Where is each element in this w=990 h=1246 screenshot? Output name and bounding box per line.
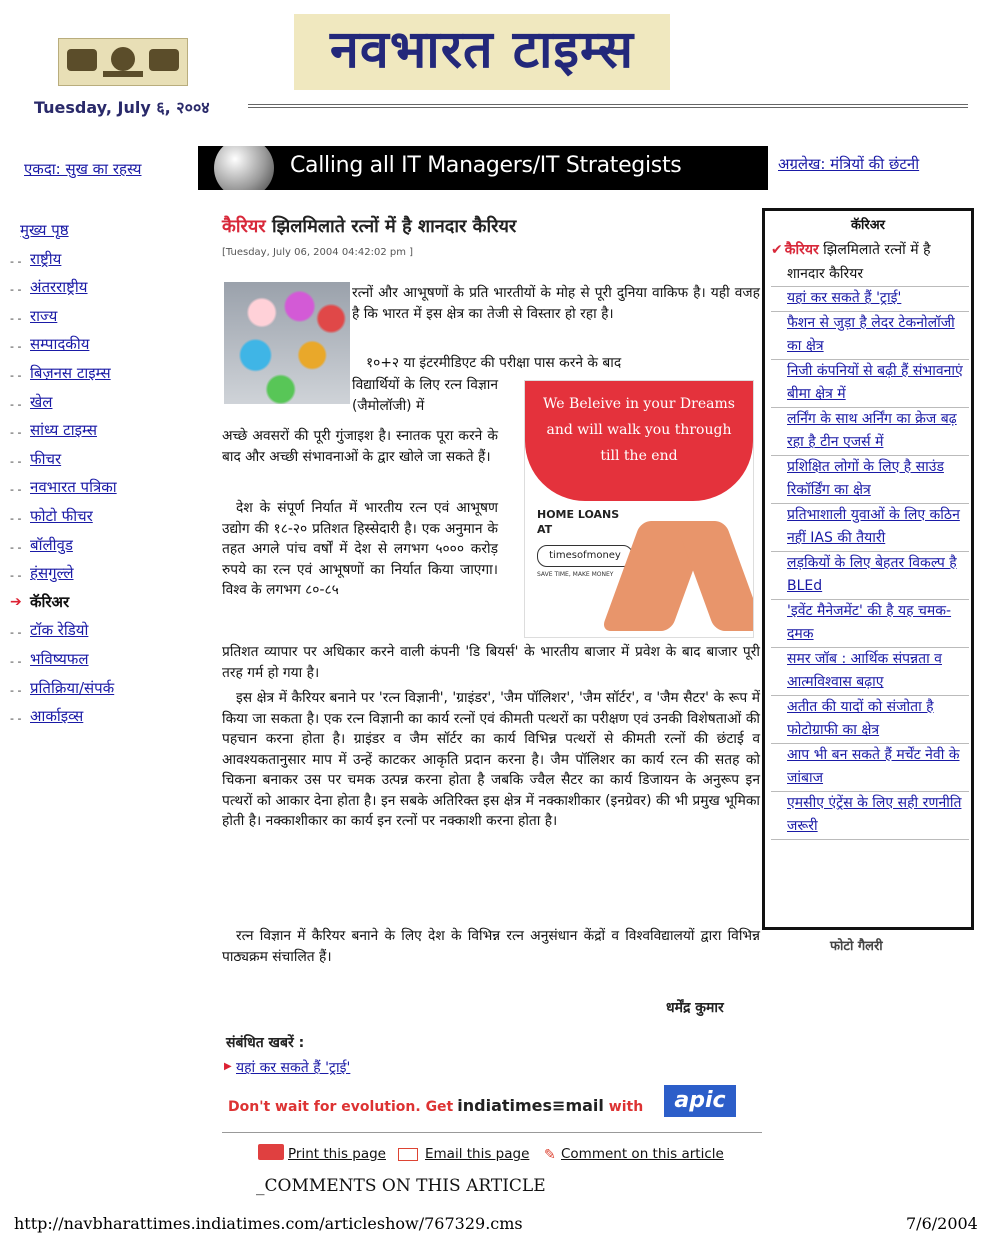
apic-logo[interactable]: apic (664, 1085, 736, 1117)
nav-item-label: फीचर (30, 449, 62, 468)
panel-item-link[interactable]: अतीत की यादों को संजोता है फोटोग्राफी का क्षेत्र (771, 696, 969, 744)
panel-item-link[interactable]: समर जॉब : आर्थिक संपन्नता व आत्मविश्वास बढ़ाए (771, 648, 969, 696)
nav-item[interactable] (10, 304, 190, 333)
nav-item[interactable] (10, 618, 190, 647)
mail-promo[interactable] (228, 1096, 643, 1115)
bullet-icon: - - (10, 340, 22, 354)
masthead-title: नवभारत टाइम्स (329, 20, 635, 80)
nav-item-label: नवभारत पत्रिका (30, 478, 117, 497)
email-page-link[interactable]: Email this page (425, 1146, 530, 1162)
bullet-icon: - - (10, 426, 22, 440)
ekda-link[interactable]: एकदा: सुख का रहस्य (24, 160, 142, 178)
nav-item-label: सम्पादकीय (30, 335, 90, 354)
bullet-icon: - - (10, 283, 22, 297)
nav-item[interactable] (10, 504, 190, 533)
paragraph-8: रत्न विज्ञान में कैरियर बनाने के लिए देश के विभिन्न रत्न अनुसंधान केंद्रों व विश्वविद्यालयों द्वारा विभिन्न पाठ्यक्रम संचालित हैं। (222, 928, 760, 965)
bullet-icon: - - (10, 654, 22, 668)
paragraph-3: विद्यार्थियों के लिए रत्न विज्ञान (जैमोलॉजी) में (352, 377, 498, 414)
ad-line-3: till the end (600, 448, 678, 464)
gems-photo (224, 282, 350, 404)
nav-item[interactable] (10, 647, 190, 676)
paragraph-5: देश के संपूर्ण निर्यात में भारतीय रत्न एवं आभूषण उद्योग की १८-२० प्रतिशत हिस्सेदारी है। एक अनुमान के तहत अगले पांच वर्षों में देश से लगभग ५००० करोड़ रुपये का रत्न एवं आभूषणों का निर्यात किया जाएगा। विश्व के लगभग ८०-८५ (222, 500, 498, 598)
ad-tagline: SAVE TIME, MAKE MONEY (537, 571, 614, 578)
print-page-link[interactable]: Print this page (288, 1146, 386, 1162)
nav-item-label: अंतरराष्ट्रीय (30, 278, 88, 297)
panel-item-link[interactable]: 'इवेंट मैनेजमेंट' की है यह चमक-दमक (771, 600, 969, 648)
article-category[interactable]: कैरियर (222, 216, 266, 237)
home-loans-ad[interactable] (524, 380, 754, 638)
pen-icon[interactable]: ✎ (544, 1147, 556, 1163)
bullet-icon: - - (10, 454, 22, 468)
bullet-icon: - - (10, 683, 22, 697)
comments-heading-text: COMMENTS ON THIS ARTICLE (264, 1176, 546, 1196)
paragraph-2: १०+२ या इंटरमीडिएट की परीक्षा पास करने के बाद (366, 355, 622, 371)
author-name: धर्मेंद्र कुमार (666, 1000, 724, 1016)
bullet-icon: - - (10, 540, 22, 554)
article-title: झिलमिलाते रत्नों में है शानदार कैरियर (271, 216, 517, 237)
paragraph-4: अच्छे अवसरों की पूरी गुंजाइश है। स्नातक पूरा करने के बाद और अच्छी संभावनाओं के द्वार खोले जा सकते हैं। (222, 428, 498, 465)
banner-text: Calling all IT Managers/IT Strategists (290, 153, 682, 178)
panel-item-link[interactable]: लड़कियों के लिए बेहतर विकल्प है BLEd (771, 552, 969, 600)
envelope-icon[interactable] (398, 1148, 418, 1161)
ad-line-1: We Beleive in your Dreams (543, 396, 735, 412)
ad-brand-logo: timesofmoney (537, 545, 633, 567)
ad-loans-line-2: AT (537, 523, 553, 536)
agralekh-link[interactable]: अग्रलेख: मंत्रियों की छंटनी (778, 155, 920, 173)
panel-list (771, 239, 969, 840)
banner-ad[interactable] (198, 146, 768, 190)
nav-item[interactable] (10, 704, 190, 733)
panel-title: कॅरिअर (851, 218, 885, 233)
nav-item[interactable] (10, 676, 190, 705)
check-icon: ✔ (771, 242, 783, 258)
bullet-icon: - - (10, 626, 22, 640)
bullet-icon: - - (10, 254, 22, 268)
footer-url: http://navbharattimes.indiatimes.com/articleshow/767329.cms (14, 1214, 523, 1233)
nav-item-label: सांध्य टाइम्स (30, 421, 97, 440)
nav-item-label: भविष्यफल (30, 649, 89, 668)
panel-item-link[interactable]: एमसीए एंट्रेंस के लिए सही रणनीति जरूरी (771, 792, 969, 840)
divider (248, 104, 968, 108)
promo-brand: indiatimes≡mail (457, 1096, 604, 1115)
nav-item-label: टॉक रेडियो (30, 621, 89, 640)
panel-item-link[interactable]: यहां कर सकते हैं 'ट्राई' (771, 287, 969, 312)
career-news-panel (762, 208, 974, 930)
nav-item[interactable] (10, 218, 190, 247)
panel-item-category: कैरियर (784, 242, 819, 258)
ad-line-2: and will walk you through (546, 422, 732, 438)
related-news-link[interactable]: यहां कर सकते हैं 'ट्राई' (236, 1060, 351, 1076)
nav-item[interactable] (10, 418, 190, 447)
panel-item-link[interactable]: आप भी बन सकते हैं मर्चेंट नेवी के जांबाज (771, 744, 969, 792)
footer-date: 7/6/2004 (906, 1214, 978, 1233)
nav-item[interactable] (10, 247, 190, 276)
comments-heading: _COMMENTS ON THIS ARTICLE (256, 1176, 546, 1196)
panel-item-title: झिलमिलाते रत्नों में है शानदार कैरियर (787, 242, 931, 282)
panel-item-link[interactable]: प्रतिभाशाली युवाओं के लिए कठिन नहीं IAS की तैयारी (771, 504, 969, 552)
comment-link[interactable]: Comment on this article (561, 1146, 724, 1162)
logo-emblem (58, 38, 188, 86)
bullet-icon: - - (10, 311, 22, 325)
nav-item[interactable] (10, 275, 190, 304)
promo-text: Don't wait for evolution. Get (228, 1099, 454, 1115)
panel-item-link[interactable]: फैशन से जुड़ा है लेदर टेकनोलॉजी का क्षेत्र (771, 312, 969, 360)
arrow-icon: ▶ (224, 1061, 232, 1072)
panel-item-link[interactable]: लर्निंग के साथ अर्निंग का क्रेज बढ़ रहा है टीन एजर्स में (771, 408, 969, 456)
nav-item-label: मुख्य पृष्ठ (20, 221, 69, 239)
ad-slogan (533, 391, 745, 469)
photo-gallery-link[interactable]: फोटो गैलरी (830, 939, 883, 954)
panel-item-current[interactable] (771, 239, 969, 287)
ad-loans-text (537, 507, 619, 537)
nav-item-label: खेल (30, 392, 53, 411)
bullet-icon: - - (10, 569, 22, 583)
globe-icon (214, 146, 274, 190)
bullet-icon: - - (10, 483, 22, 497)
printer-icon[interactable] (258, 1144, 284, 1160)
nav-item[interactable] (10, 533, 190, 562)
nav-item-label: बॉलीवुड (30, 535, 73, 554)
nav-item[interactable] (10, 561, 190, 590)
nav-item-label: बिज़नस टाइम्स (30, 363, 111, 382)
nav-item-label: फोटो फीचर (30, 506, 93, 525)
divider (222, 1132, 762, 1133)
article-headline (222, 214, 516, 238)
nav-item[interactable] (10, 475, 190, 504)
masthead[interactable] (294, 14, 670, 90)
bullet-icon: - - (10, 511, 22, 525)
paragraph-1: रत्नों और आभूषणों के प्रति भारतीयों के मोह से पूरी दुनिया वाकिफ है। यही वजह है कि भारत में इस क्षेत्र का तेजी से विस्तार हो रहा है। (352, 285, 760, 322)
nav-item-label: कॅरिअर (30, 592, 70, 611)
paragraph-7: इस क्षेत्र में कैरियर बनाने पर 'रत्न विज्ञानी', 'ग्राइंडर', 'जैम पॉलिशर', 'जैम सॉर्टर', व 'जैम सैटर' के रूप में किया जा सकता है। एक रत्न विज्ञानी का कार्य रत्नों एवं कीमती पत्थरों का परीक्षण एवं उनकी विशेषताओं की पहचान करना होता है। ग्राइंडर व जैम सॉर्टर का कार्य विभिन्न पत्थरों से कीमती रत्नों की छंटाई व आवश्यकतानुसार माप में उन्हें काटकर आकृति प्रदान करना है। जैम पॉलिशर का कार्य रत्न की सतह को चिकना बनाकर उस पर चमक उत्पन्न करना होता है जबकि ज्वैल सैटर का कार्य डिजायन के अनुरूप इन पत्थरों को आकार देना होता है। इन सबके अतिरिक्त इस क्षेत्र में नक्काशीकार (इनग्रेवर) की भी प्रमुख भूमिका होती है। नक्काशीकार का कार्य इन रत्नों पर नक्काशी करना होता है। (222, 690, 760, 829)
arrow-icon: ➔ (10, 593, 22, 610)
ad-loans-line-1: HOME LOANS (537, 508, 620, 521)
article-timestamp: [Tuesday, July 06, 2004 04:42:02 pm ] (222, 247, 414, 258)
nav-item-label: आर्काइव्स (30, 707, 84, 726)
paragraph-6: प्रतिशत व्यापार पर अधिकार करने वाली कंपनी 'डि बियर्स' के भारतीय बाजार में प्रवेश के बाद बाजार पूरी तरह गर्म हो गया है। (222, 644, 760, 681)
nav-item-label: प्रतिक्रिया/संपर्क (30, 678, 115, 697)
bullet-icon: - - (10, 712, 22, 726)
bullet-icon: - - (10, 397, 22, 411)
nav-item[interactable] (10, 590, 190, 619)
panel-item-link[interactable]: प्रशिक्षित लोगों के लिए है साउंड रिकॉर्डिंग का क्षेत्र (771, 456, 969, 504)
nav-item[interactable] (10, 361, 190, 390)
panel-item-link[interactable]: निजी कंपनियों से बढ़ी हैं संभावनाएं बीमा क्षेत्र में (771, 360, 969, 408)
nav-item[interactable] (10, 332, 190, 361)
nav-item-label: राष्ट्रीय (30, 249, 62, 268)
nav-item[interactable] (10, 447, 190, 476)
promo-with: with (608, 1099, 644, 1115)
bullet-icon: - - (10, 368, 22, 382)
page-date: Tuesday, July ६, २००४ (34, 98, 210, 117)
nav-item[interactable] (10, 390, 190, 419)
related-news-heading: संबंधित खबरें : (226, 1035, 305, 1051)
nav-item-label: हंसगुल्ले (30, 564, 74, 583)
nav-item-label: राज्य (30, 306, 58, 325)
left-nav (10, 218, 190, 733)
